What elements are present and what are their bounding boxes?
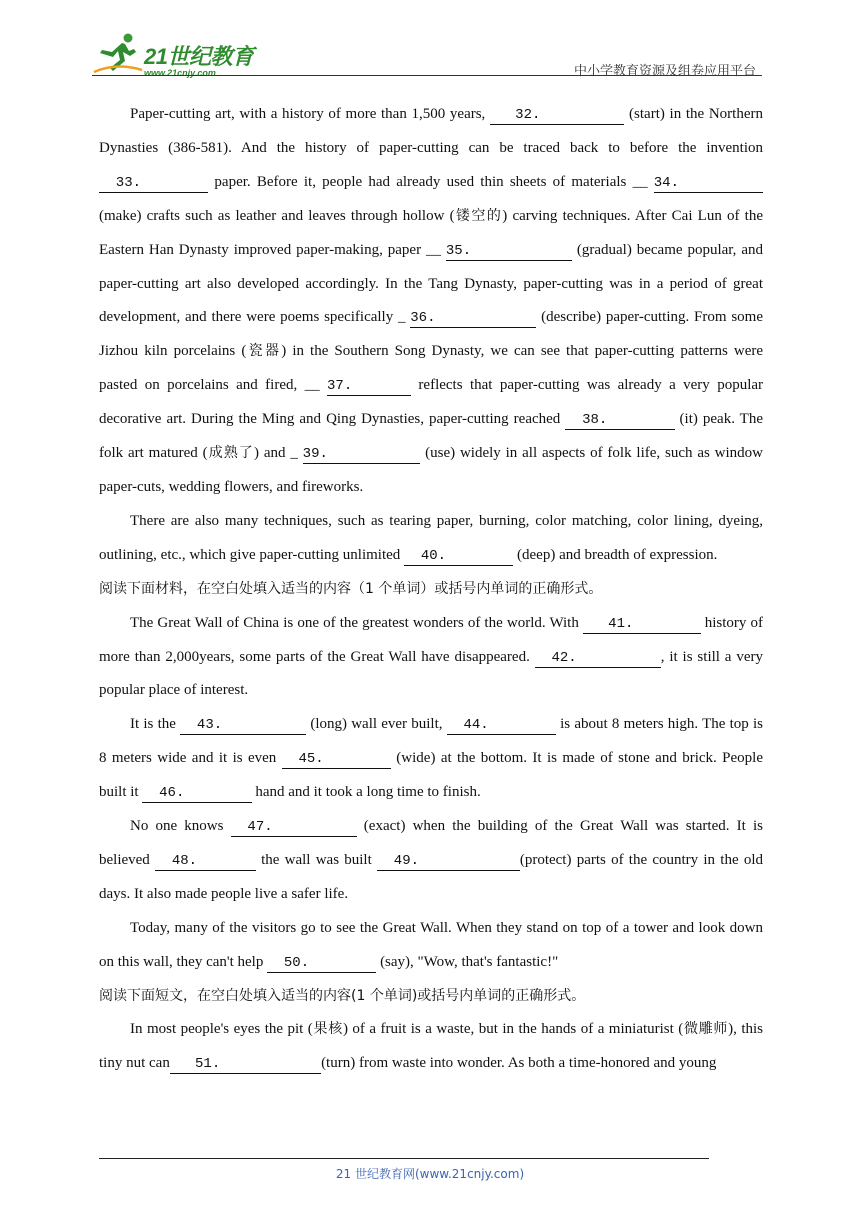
runner-logo-icon [92,32,144,76]
paragraph-paper-cutting-2: There are also many techniques, such as tearing paper, burning, color matching, color lining, dyeing, outlining, etc., which give paper-cutting unlimited 40. (deep) and breadth of expression. [99,512,763,564]
blank-36[interactable]: 36. [410,310,537,327]
footer-divider [99,1158,709,1159]
blank-43[interactable]: 43. [180,717,307,734]
blank-51[interactable]: 51. [169,1056,322,1073]
blank-35[interactable]: 35. [445,242,572,259]
blank-40[interactable]: 40. [404,547,514,564]
blank-45[interactable]: 45. [281,751,391,768]
paragraph-great-wall-4: Today, many of the visitors go to see the Great Wall. When they stand on top of a tower and look down on this wall, they can't help 50. (say), "Wow, that's fantastic!" [99,919,763,971]
paragraph-great-wall-2: It is the 43. (long) wall ever built, 44. is about 8 meters high. The top is 8 meters wide and it is even 45. (wide) at the bottom. It is made of stone and brick. People built it 46. hand and it took a long time to finish. [99,716,763,802]
paragraph-great-wall-3: No one knows 47. (exact) when the building of the Great Wall was started. It is believed 48. the wall was built 49. (protect) parts of the country in the old days. It also made people live a safer life. [99,818,764,902]
blank-39[interactable]: 39. [302,446,421,463]
footer-text: 21 世纪教育网(www.21cnjy.com) [335,1167,525,1181]
paragraph-great-wall-1: The Great Wall of China is one of the greatest wonders of the world. With 41. history of more than 2,000years, some parts of the Great Wall have disappeared. 42. , it is still a very popular place of interest. [99,614,763,699]
blank-38[interactable]: 38. [565,412,675,429]
paragraph-miniature-1: In most people's eyes the pit (果核) of a fruit is a waste, but in the hands of a miniaturist (微雕师), this tiny nut can 51. (turn) from waste into wonder. As both a time-honored and young [99,1021,764,1073]
site-logo [92,32,262,76]
instruction-1: 阅读下面材料，在空白处填入适当的内容（1 个单词）或括号内单词的正确形式。 [99,580,603,597]
logo-text: 21世纪教育 [144,44,254,69]
blank-46[interactable]: 46. [142,785,252,802]
blank-34[interactable]: 34. [653,174,763,191]
header-divider [92,75,762,76]
logo-url: www.21cnjy.com [144,68,216,78]
header-platform-text: 中小学教育资源及组卷应用平台 [573,64,756,79]
instruction-2: 阅读下面短文，在空白处填入适当的内容(1 个单词)或括号内单词的正确形式。 [99,987,586,1004]
page-header [92,28,760,78]
blank-50[interactable]: 50. [267,954,377,971]
paragraph-paper-cutting-1: Paper-cutting art, with a history of more than 1,500 years, 32. (start) in the Northern Dynasties (386-581). And the history of paper-cutting can be traced back to before the invention 33. paper. Before it, people had already used thin sheets of materials __ 34. (make) crafts such as leather and leaves through hollow (镂空的) carving techniques. After Cai Lun of the Eastern Han Dynasty improved paper-making, paper __ 35. (gradual) became popular, and paper-cutting art also developed accordingly. In the Tang Dynasty, paper-cutting was in a period of great development, and there were poems specifically _ 36. (describe) paper-cutting. From some Jizhou kiln porcelains (瓷器) in the Southern Song Dynasty, we can see that paper-cutting patterns were pasted on porcelains and fired, __ 37. reflects that paper-cutting was already a very popular decorative art. During the Ming and Qing Dynasties, paper-cutting reached 38. (it) peak. The folk art matured (成熟了) and _ 39. (use) widely in all aspects of folk life, such as window paper-cuts, wedding flowers, and fireworks. [99,106,764,495]
blank-32[interactable]: 32. [489,107,625,123]
blank-49[interactable]: 49. [377,852,520,869]
blank-41[interactable]: 41. [582,615,701,632]
blank-44[interactable]: 44. [446,717,556,734]
blank-48[interactable]: 48. [155,852,256,869]
document-body [99,98,763,1081]
blank-42[interactable]: 42. [534,649,661,666]
blank-37[interactable]: 37. [327,378,412,395]
blank-47[interactable]: 47. [230,819,357,836]
blank-33[interactable]: 33. [99,174,209,191]
